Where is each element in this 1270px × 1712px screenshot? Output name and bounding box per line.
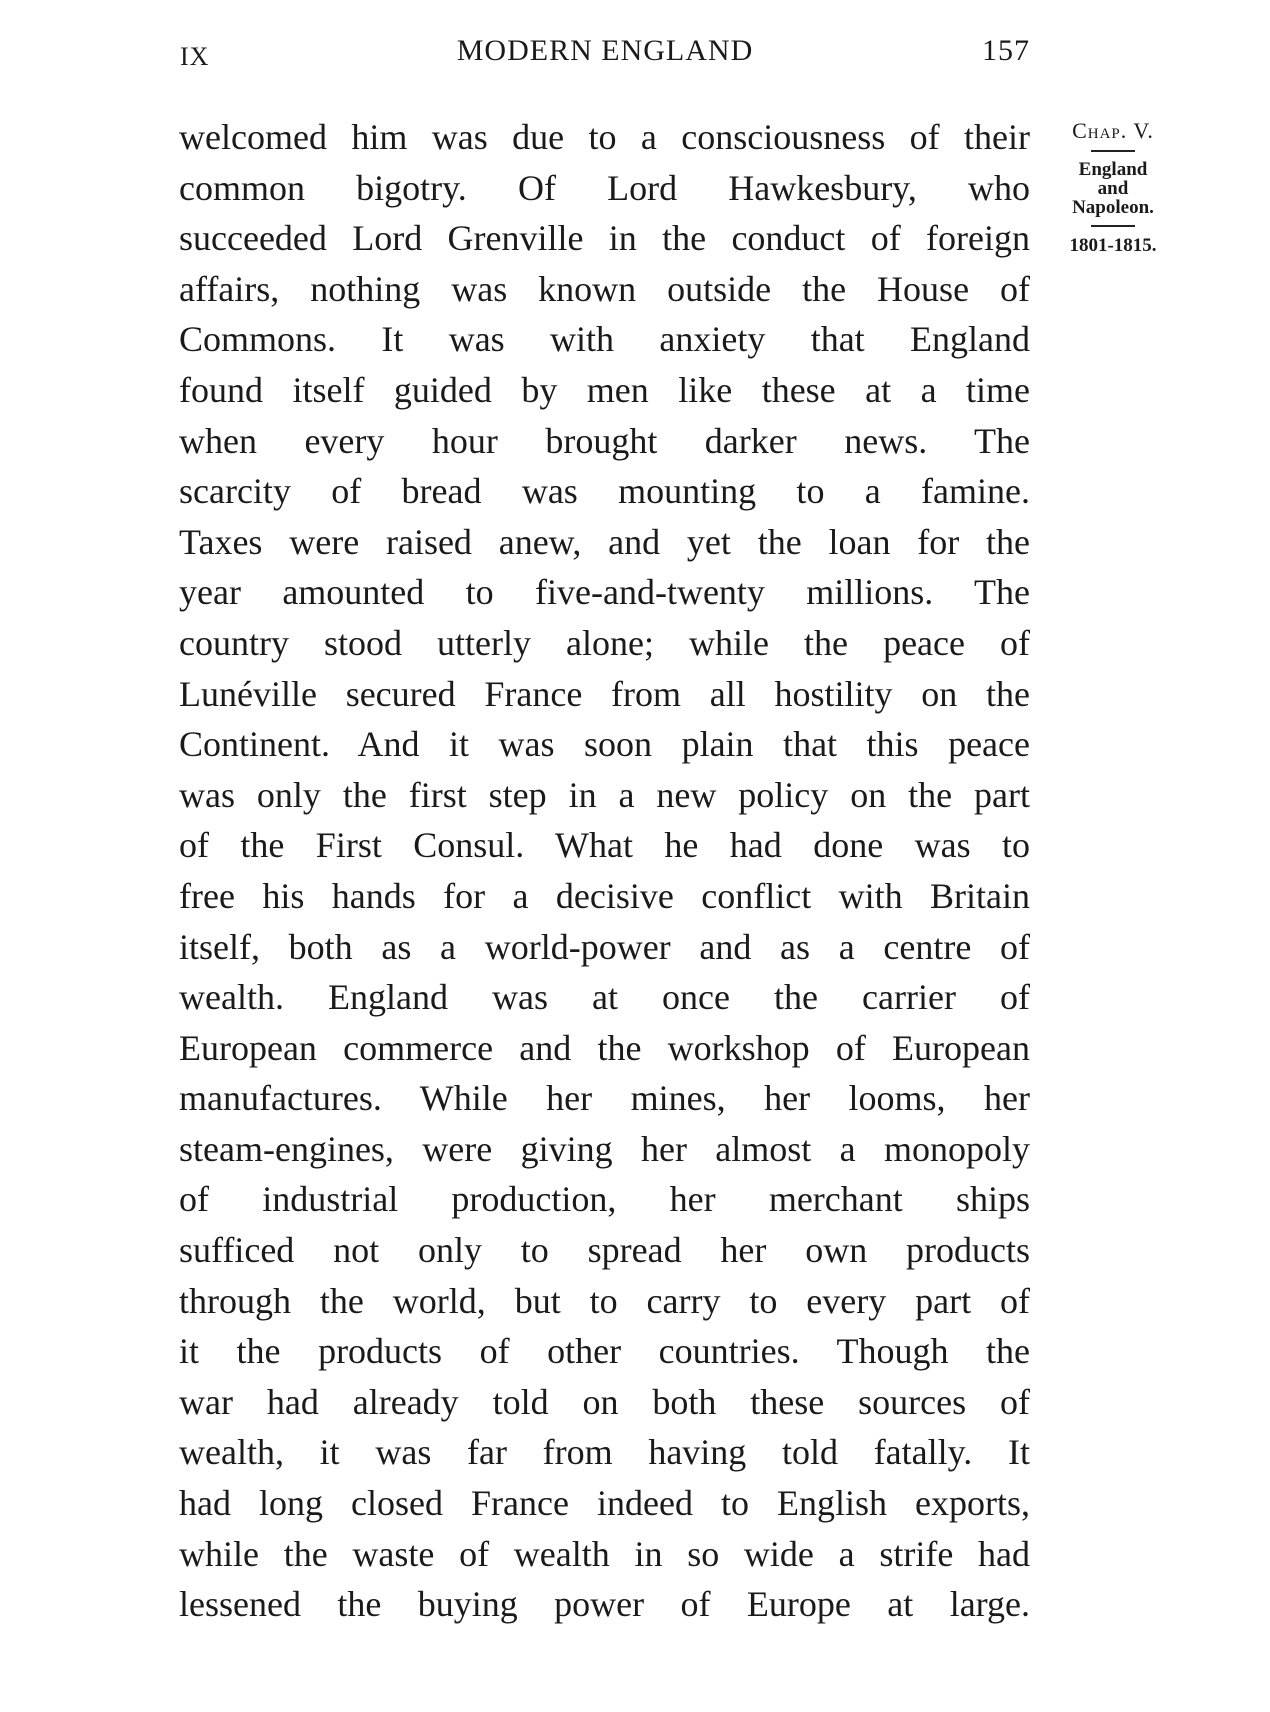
text-line: European commerce and the workshop of European [179, 1027, 1030, 1068]
text-line: succeeded Lord Grenville in the conduct of foreign [179, 218, 1030, 259]
body-paragraph [179, 112, 1030, 1630]
text-line: scarcity of bread was mounting to a famine. [179, 471, 1030, 512]
chapter-numeral: IX [180, 42, 210, 71]
page-number: 157 [982, 34, 1030, 67]
text-line: war had already told on both these sources of [179, 1381, 1030, 1422]
text-line: itself, both as a world-power and as a centre of [179, 926, 1030, 967]
text-line: welcomed him was due to a consciousness of their [179, 117, 1030, 157]
margin-sidenote [1050, 120, 1176, 257]
text-line: wealth, it was far from having told fatally. It [179, 1432, 1030, 1473]
sidenote-divider [1091, 150, 1135, 152]
text-line: was only the first step in a new policy on the part [179, 774, 1030, 815]
text-line: Continent. And it was soon plain that this peace [179, 724, 1030, 765]
sidenote-chapter: Chap. V. [1072, 118, 1154, 143]
text-line: country stood utterly alone; while the peace of [179, 622, 1030, 663]
text-line: Commons. It was with anxiety that England [179, 319, 1030, 360]
sidenote-topic-line: and [1097, 178, 1129, 199]
text-line: affairs, nothing was known outside the House of [179, 268, 1030, 309]
text-line: steam-engines, were giving her almost a monopoly [179, 1128, 1030, 1169]
text-line: of the First Consul. What he had done was to [179, 825, 1030, 866]
text-line: found itself guided by men like these at a time [179, 369, 1030, 410]
sidenote-divider [1091, 225, 1135, 227]
text-line: lessened the buying power of Europe at large. [179, 1584, 1030, 1625]
text-line: manufactures. While her mines, her looms, her [179, 1078, 1030, 1119]
text-line: while the waste of wealth in so wide a strife had [179, 1533, 1030, 1574]
text-line: free his hands for a decisive conflict with Britain [179, 875, 1030, 916]
sidenote-topic-line: England [1078, 159, 1148, 180]
sidenote-topic-line: Napoleon. [1072, 197, 1154, 218]
text-line: sufficed not only to spread her own products [179, 1230, 1030, 1271]
text-line: common bigotry. Of Lord Hawkesbury, who [179, 167, 1030, 208]
text-line: wealth. England was at once the carrier of [179, 977, 1030, 1018]
running-title: MODERN ENGLAND [456, 34, 754, 67]
text-line: had long closed France indeed to English exports, [179, 1483, 1030, 1524]
text-line: it the products of other countries. Though the [179, 1331, 1030, 1372]
text-line: Taxes were raised anew, and yet the loan for the [179, 521, 1030, 562]
sidenote-dates: 1801-1815. [1069, 235, 1157, 256]
text-line: through the world, but to carry to every part of [179, 1280, 1030, 1321]
text-line: of industrial production, her merchant ships [179, 1179, 1030, 1220]
text-line: year amounted to five-and-twenty millions. The [179, 572, 1030, 613]
running-head [180, 34, 1030, 74]
sidenote-topic [1050, 160, 1176, 217]
text-line: when every hour brought darker news. The [179, 420, 1030, 461]
text-line: Lunéville secured France from all hostility on the [179, 673, 1030, 714]
